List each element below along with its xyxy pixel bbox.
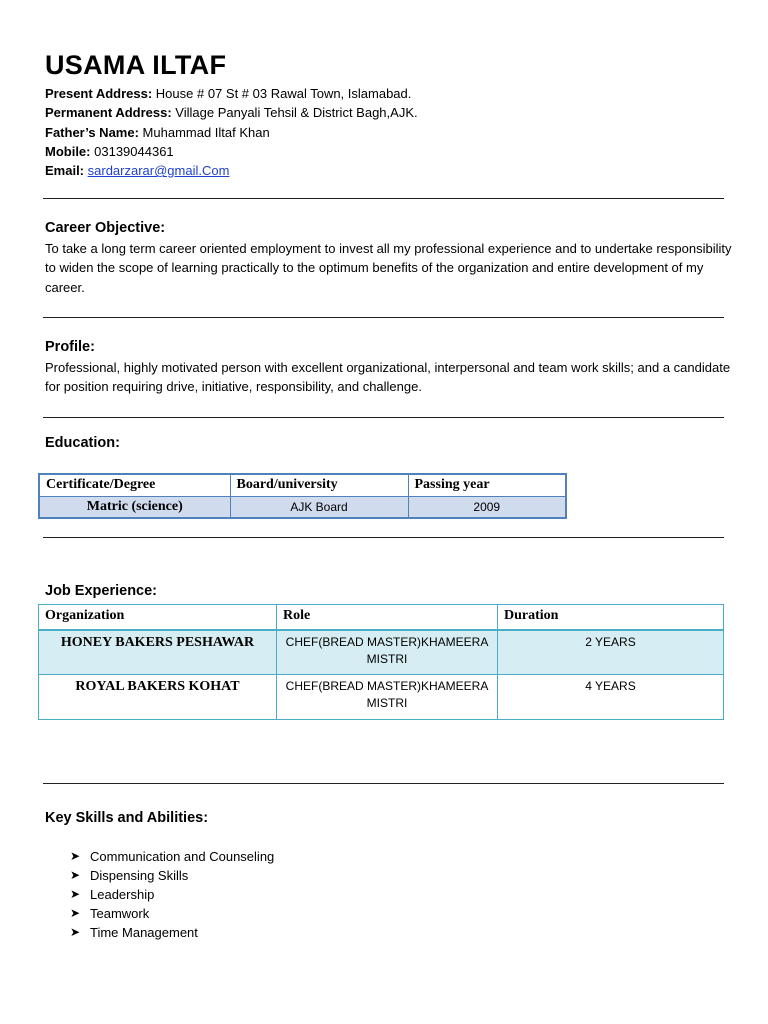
section-divider xyxy=(43,783,724,784)
mobile-label: Mobile: xyxy=(45,143,91,159)
email-label: Email: xyxy=(45,163,85,179)
job-experience-table xyxy=(38,604,724,720)
job-role-cell: CHEF(BREAD MASTER)KHAMEERA MISTRI xyxy=(277,630,498,675)
email-link[interactable]: sardarzarar@gmail.Com xyxy=(87,163,230,179)
arrow-bullet-icon: ➤ xyxy=(70,868,81,883)
job-header-row xyxy=(39,605,724,630)
contact-block xyxy=(45,84,418,180)
job-duration-cell: 4 YEARS xyxy=(498,675,724,720)
table-row xyxy=(39,630,724,675)
list-item xyxy=(70,904,274,923)
present-address-value: House # 07 St # 03 Rawal Town, Islamabad. xyxy=(155,86,412,101)
skill-label: Dispensing Skills xyxy=(90,868,189,884)
list-item xyxy=(70,923,274,942)
arrow-bullet-icon: ➤ xyxy=(70,925,81,940)
mobile-row xyxy=(45,142,418,161)
job-duration-cell: 2 YEARS xyxy=(498,630,724,675)
permanent-address-value: Village Panyali Tehsil & District Bagh,AJK. xyxy=(175,105,418,121)
education-header-row xyxy=(39,474,566,496)
father-name-value: Muhammad Iltaf Khan xyxy=(142,124,270,140)
education-table xyxy=(38,473,567,519)
mobile-value: 03139044361 xyxy=(94,143,174,159)
job-col-organization: Organization xyxy=(39,605,277,630)
section-divider xyxy=(43,417,724,418)
list-item xyxy=(70,885,274,904)
arrow-bullet-icon: ➤ xyxy=(70,906,81,921)
list-item xyxy=(70,847,274,866)
skills-list xyxy=(70,847,274,942)
job-experience-heading: Job Experience: xyxy=(45,583,158,599)
profile-heading: Profile: xyxy=(45,339,95,355)
table-row xyxy=(39,496,566,518)
table-row xyxy=(39,675,724,720)
permanent-address-label: Permanent Address: xyxy=(45,105,172,121)
section-divider xyxy=(43,198,724,199)
skill-label: Leadership xyxy=(90,887,155,903)
present-address-row xyxy=(45,84,418,103)
profile-text: Professional, highly motivated person with excellent organizational, interpersonal and team work skills; and a candidate for position requiring drive, initiative, responsibility, and challenge. xyxy=(45,360,731,395)
career-objective-heading: Career Objective: xyxy=(45,220,166,236)
email-row xyxy=(45,161,418,180)
father-name-row xyxy=(45,123,418,142)
skill-label: Communication and Counseling xyxy=(90,849,275,864)
education-col-year: Passing year xyxy=(408,474,566,496)
arrow-bullet-icon: ➤ xyxy=(70,887,81,902)
candidate-name: USAMA ILTAF xyxy=(45,50,227,80)
skill-label: Teamwork xyxy=(90,906,150,922)
education-col-board: Board/university xyxy=(230,474,408,496)
permanent-address-row xyxy=(45,103,418,122)
education-board-cell: AJK Board xyxy=(230,496,408,518)
job-col-duration: Duration xyxy=(498,605,724,630)
key-skills-heading: Key Skills and Abilities: xyxy=(45,810,209,826)
skill-label: Time Management xyxy=(90,925,198,941)
father-name-label: Father’s Name: xyxy=(45,124,139,140)
career-objective-text: To take a long term career oriented employment to invest all my professional experience and to undertake responsibility to widen the scope of learning practically to the optimum benefits of the organization and entire development of my career. xyxy=(45,241,732,295)
education-heading: Education: xyxy=(45,435,120,451)
education-certificate-cell: Matric (science) xyxy=(39,496,230,518)
arrow-bullet-icon: ➤ xyxy=(70,849,81,863)
present-address-label: Present Address: xyxy=(45,86,153,101)
job-organization-cell: HONEY BAKERS PESHAWAR xyxy=(39,630,277,675)
education-year-cell: 2009 xyxy=(408,496,566,518)
section-divider xyxy=(43,317,724,318)
section-divider xyxy=(43,537,724,538)
job-col-role: Role xyxy=(277,605,498,630)
job-role-cell: CHEF(BREAD MASTER)KHAMEERA MISTRI xyxy=(277,675,498,720)
list-item xyxy=(70,866,274,885)
job-organization-cell: ROYAL BAKERS KOHAT xyxy=(39,675,277,720)
education-col-certificate: Certificate/Degree xyxy=(39,474,230,496)
